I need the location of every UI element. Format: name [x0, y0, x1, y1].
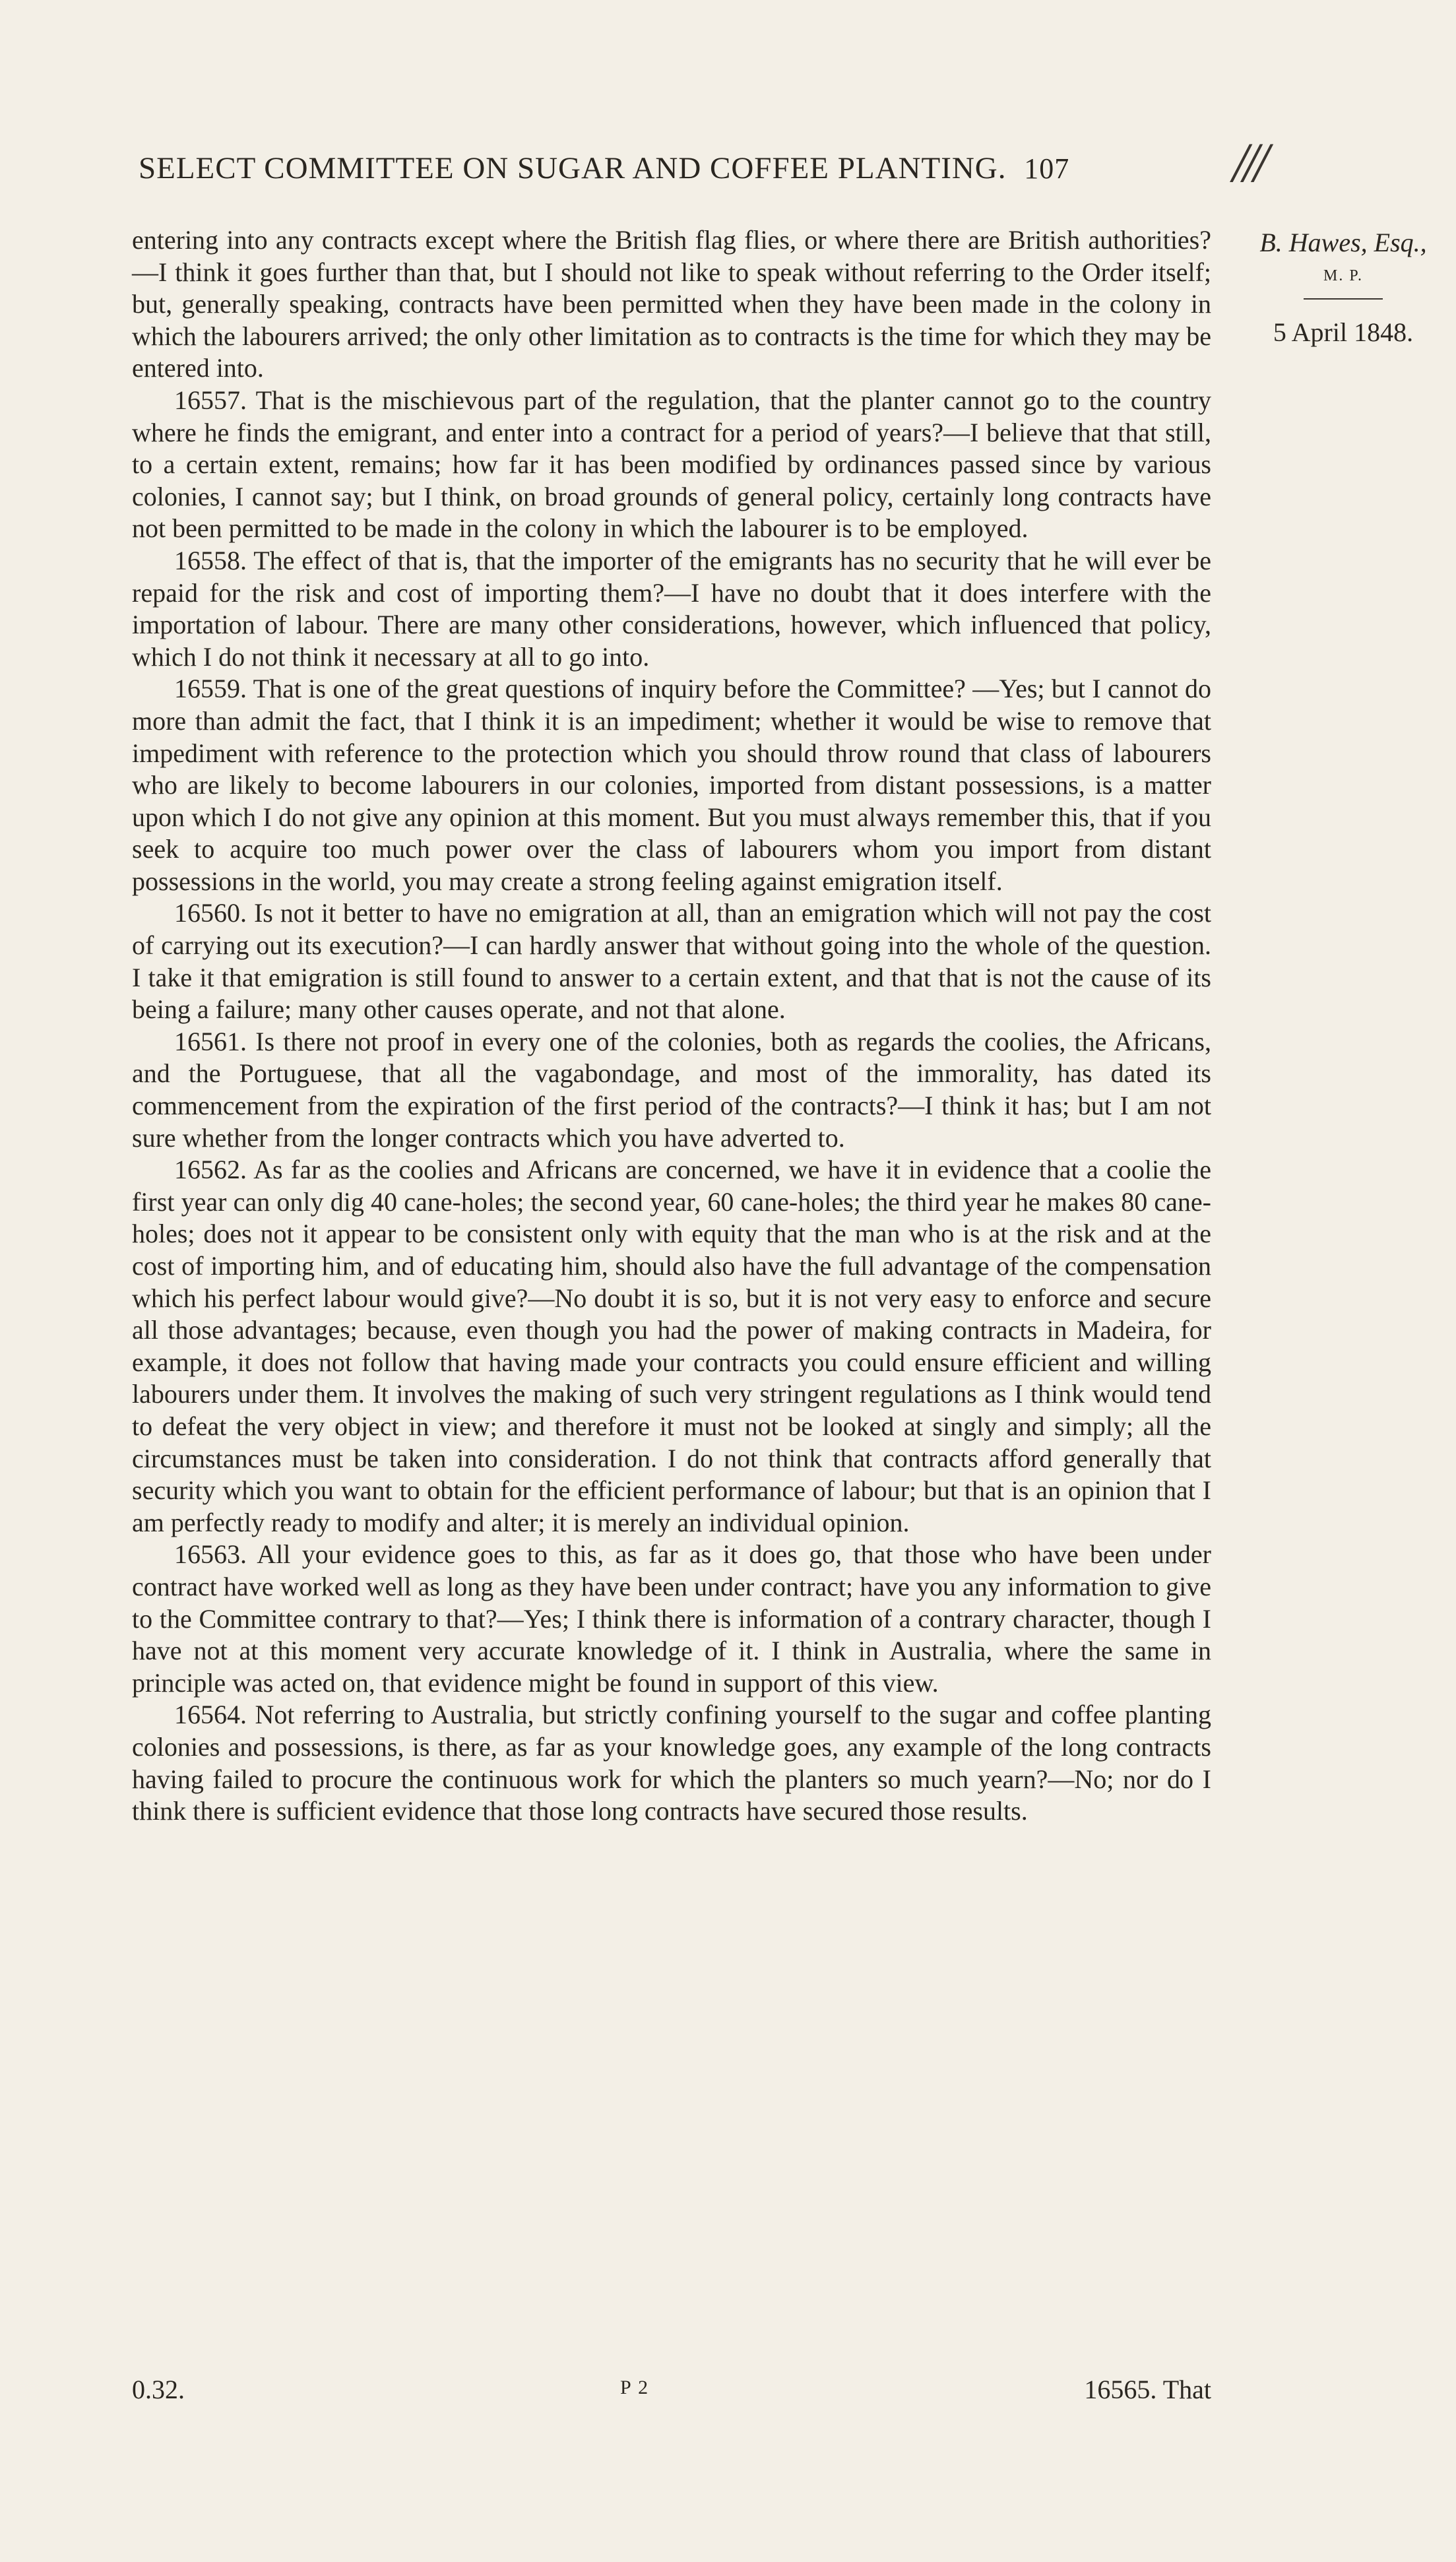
- footer-document-ref: 0.32.: [132, 2375, 185, 2404]
- paragraph: [132, 1154, 1211, 1539]
- paragraph-number: 16560.: [174, 898, 247, 928]
- footer-signature-mark: P 2: [620, 2377, 650, 2398]
- paragraph-number: 16562.: [174, 1155, 247, 1185]
- witness-sidenote: [1244, 224, 1442, 351]
- paragraph-text: Is there not proof in every one of the colonies, both as regards the coolies, the Africans, and the Portuguese, that all the vagabondage, and most of the immorality, has dated its commencement from the expiration of the first period of the contracts?—I think it has; but I am not sure whether from the longer contracts which you have adverted to.: [132, 1026, 1211, 1153]
- paragraph-number: 16558.: [174, 545, 247, 575]
- page-header: [139, 150, 1207, 186]
- page-title: SELECT COMMITTEE ON SUGAR AND COFFEE PLANTING.: [139, 151, 1007, 185]
- paragraph-text: All your evidence goes to this, as far as it does go, that those who have been under contract have worked well as long as they have been under contract; have you any information to give to the Committee contrary to that?—Yes; I think there is information of a contrary character, though I have not at this moment very accurate knowledge of it. I think in Australia, where the same in principle was acted on, that evidence might be found in support of this view.: [132, 1539, 1212, 1698]
- paragraph: [132, 1539, 1211, 1699]
- paragraph-text: entering into any contracts except where the British flag flies, or where there are British authorities?—I think it goes further than that, but I should not like to speak without referring to the Order itself; but, generally speaking, contracts have been permitted when they have been made in the colony in which the labourers arrived; the only other limitation as to contracts is the time for which they may be entered into.: [132, 225, 1211, 383]
- paragraph-number: 16561.: [174, 1026, 247, 1056]
- paragraph: [132, 224, 1211, 385]
- handwritten-mark: ///: [1232, 131, 1264, 194]
- page-footer: [132, 2374, 1211, 2407]
- paragraph-text: The effect of that is, that the importer of the emigrants has no security that he will ever be repaid for the risk and cost of importing them?—I have no doubt that it does interfere with the importation of labour. There are many other considerations, however, which influenced that policy, which I do not think it necessary at all to go into.: [132, 545, 1211, 672]
- paragraph-text: That is the mischievous part of the regulation, that the planter cannot go to the country where he finds the emigrant, and enter into a contract for a period of years?—I believe that that still, to a certain extent, remains; how far it has been modified by ordinances passed since by various colonies, I cannot say; but I think, on broad grounds of general policy, certainly long contracts have not been permitted to be made in the colony in which the labourer is to be employed.: [132, 385, 1212, 544]
- paragraph: [132, 1699, 1211, 1827]
- footer-catchword: 16565. That: [1084, 2375, 1211, 2404]
- paragraph-text: As far as the coolies and Africans are concerned, we have it in evidence that a coolie the first year can only dig 40 cane-holes; the second year, 60 cane-holes; the third year he makes 80 cane-holes; does not it appear to be consistent only with equity that the man who is at the risk and at the cost of importing him, and of educating him, should also have the full advantage of the compensation which his perfect labour would give?—No doubt it is so, but it is not very easy to enforce and secure all those advantages; because, even though you had the power of making contracts in Madeira, for example, it does not follow that having made your contracts you could ensure efficient and willing labourers under them. It involves the making of such very stringent regulations as I think would tend to defeat the very object in view; and therefore it must not be looked at singly and simply; all the circumstances must be taken into consideration. I do not think that contracts afford generally that security which you want to obtain for the efficient performance of labour; but that is an opinion that I am perfectly ready to modify and alter; it is merely an individual opinion.: [132, 1155, 1212, 1537]
- paragraph: [132, 1026, 1211, 1154]
- witness-name: B. Hawes, Esq.,: [1259, 228, 1427, 257]
- body-text: [132, 224, 1211, 1828]
- paragraph-text: That is one of the great questions of inquiry before the Committee? —Yes; but I cannot do more than admit the fact, that I think it is an impediment; whether it would be wise to remove that impediment with reference to the protection which you should throw round that class of labourers who are likely to become labourers in our colonies, imported from distant possessions, is a matter upon which I do not give any opinion at this moment. But you must always remember this, that if you seek to acquire too much power over the class of labourers whom you import from distant possessions in the world, you may create a strong feeling against emigration itself.: [132, 674, 1211, 896]
- paragraph-number: 16559.: [174, 674, 247, 704]
- paragraph: [132, 545, 1211, 673]
- witness-date: 5 April 1848.: [1273, 317, 1414, 347]
- witness-title: M. P.: [1323, 267, 1364, 284]
- paragraph: [132, 385, 1211, 545]
- page-number: 107: [1024, 152, 1070, 185]
- paragraph-number: 16564.: [174, 1700, 247, 1730]
- paragraph-text: Not referring to Australia, but strictly confining yourself to the sugar and coffee planting colonies and possessions, is there, as far as your knowledge goes, any example of the long contracts having failed to procure the continuous work for which the planters so much yearn?—No; nor do I think there is sufficient evidence that those long contracts have secured those results.: [132, 1700, 1211, 1826]
- paragraph: [132, 897, 1211, 1025]
- paragraph-number: 16557.: [174, 385, 247, 415]
- paragraph-text: Is not it better to have no emigration at all, than an emigration which will not pay the cost of carrying out its execution?—I can hardly answer that without going into the whole of the question. I take it that emigration is still found to answer to a certain extent, and that that is not the cause of its being a failure; many other causes operate, and not that alone.: [132, 898, 1211, 1025]
- paragraph-number: 16563.: [174, 1539, 247, 1570]
- paragraph: [132, 673, 1211, 897]
- sidenote-divider: [1304, 298, 1383, 300]
